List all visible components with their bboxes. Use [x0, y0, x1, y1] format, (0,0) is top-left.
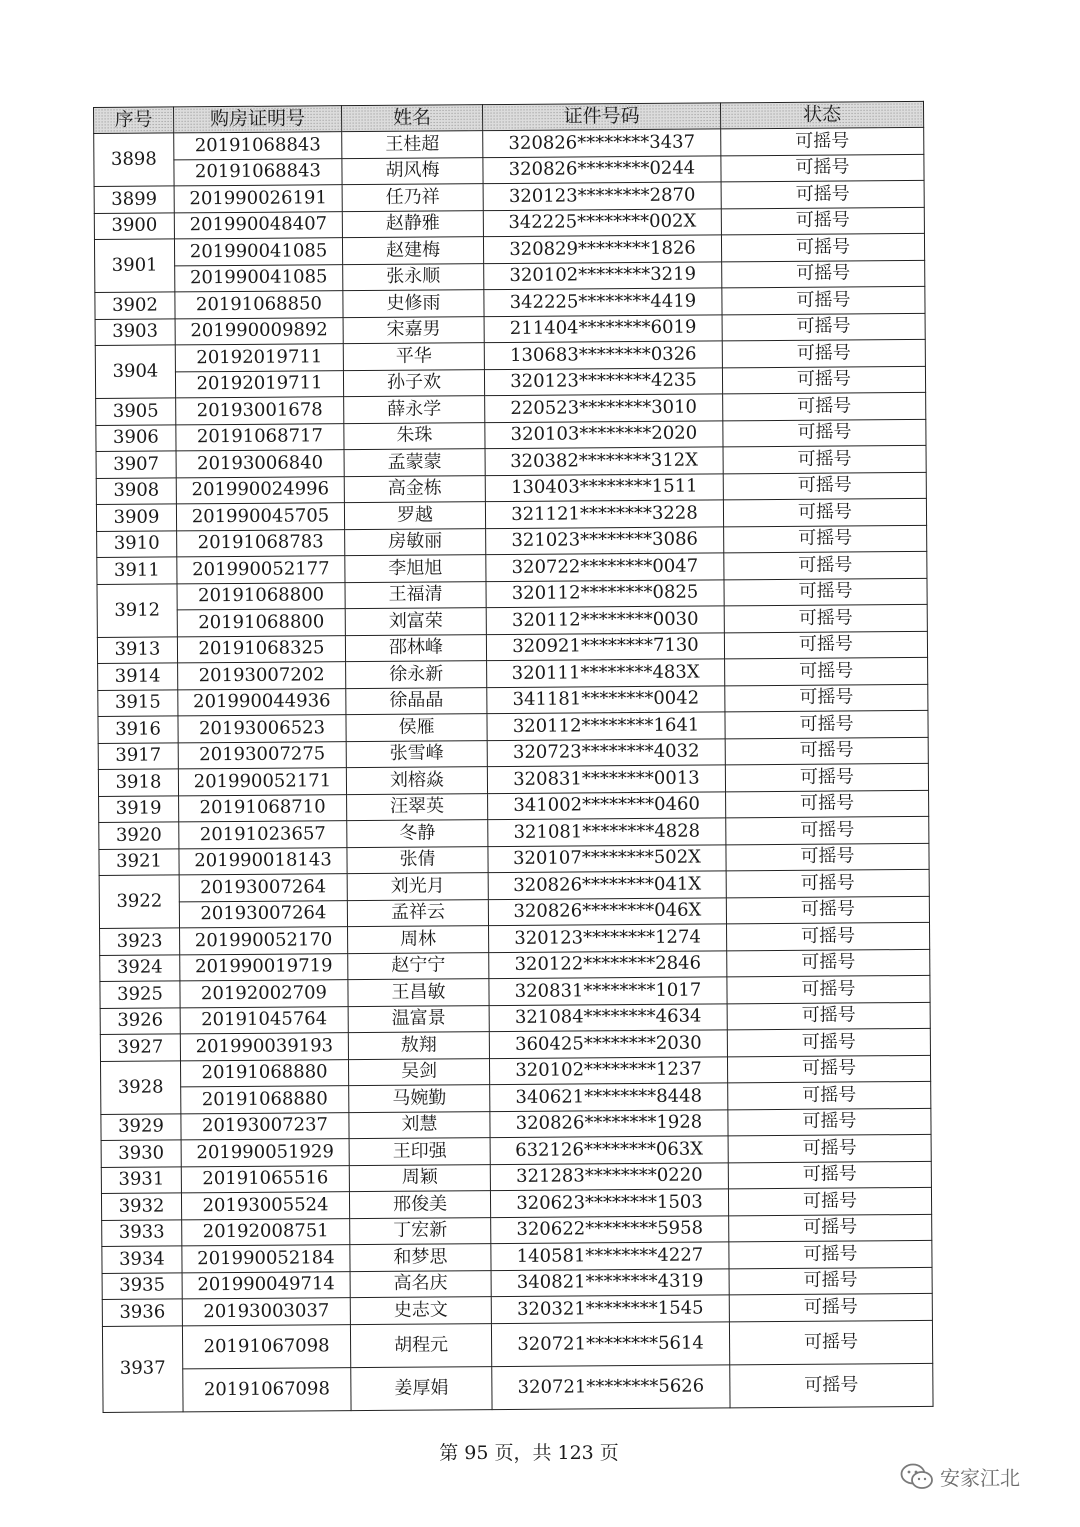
status-cell: 可摇号 — [722, 366, 925, 394]
certificate-cell: 20191068717 — [176, 423, 344, 451]
seq-cell: 3914 — [98, 663, 178, 690]
id-number-cell: 340621********8448 — [490, 1083, 728, 1111]
name-cell: 刘榕焱 — [346, 767, 487, 795]
certificate-cell: 20193007275 — [178, 741, 346, 769]
seq-cell: 3903 — [95, 318, 175, 345]
certificate-cell: 201990009892 — [175, 317, 343, 345]
table-row — [102, 1320, 932, 1369]
seq-cell: 3917 — [98, 742, 178, 769]
certificate-cell: 20191045764 — [180, 1006, 348, 1034]
status-cell: 可摇号 — [724, 525, 927, 553]
seq-cell: 3926 — [100, 1007, 180, 1034]
status-cell: 可摇号 — [724, 578, 927, 606]
seq-cell: 3908 — [96, 477, 176, 504]
seq-cell: 3899 — [94, 186, 174, 213]
certificate-cell: 201990048407 — [174, 211, 342, 239]
seq-cell: 3933 — [102, 1219, 182, 1246]
status-cell: 可摇号 — [729, 1293, 932, 1321]
name-cell: 胡程元 — [350, 1323, 491, 1367]
id-number-cell: 340821********4319 — [491, 1268, 729, 1296]
seq-cell: 3898 — [94, 133, 174, 187]
certificate-cell: 20193005524 — [181, 1192, 349, 1220]
status-cell: 可摇号 — [721, 207, 924, 235]
name-cell: 赵宁宁 — [348, 952, 489, 980]
certificate-cell: 201990052177 — [177, 556, 345, 584]
id-number-cell: 320123********4235 — [484, 367, 722, 395]
id-number-cell: 320831********1017 — [489, 977, 727, 1005]
certificate-cell: 20193007264 — [179, 900, 347, 928]
name-cell: 张雪峰 — [346, 740, 487, 768]
id-number-cell: 320111********483X — [487, 659, 725, 687]
certificate-cell: 20193007237 — [181, 1112, 349, 1140]
status-cell: 可摇号 — [721, 127, 924, 155]
id-number-cell: 320123********2870 — [483, 182, 721, 210]
name-cell: 王昌敏 — [348, 979, 489, 1007]
status-cell: 可摇号 — [727, 1055, 930, 1083]
status-cell: 可摇号 — [722, 286, 925, 314]
name-cell: 周颖 — [349, 1164, 490, 1192]
status-cell: 可摇号 — [728, 1081, 931, 1109]
id-number-cell: 320623********1503 — [490, 1189, 728, 1217]
certificate-cell: 201990039193 — [180, 1033, 348, 1061]
name-cell: 王印强 — [349, 1138, 490, 1166]
certificate-cell: 20191068783 — [177, 529, 345, 557]
certificate-cell: 201990052184 — [182, 1245, 350, 1273]
name-cell: 孟祥云 — [347, 899, 488, 927]
certificate-cell: 20191068325 — [177, 635, 345, 663]
name-cell: 李旭旭 — [345, 555, 486, 583]
id-number-cell: 320321********1545 — [491, 1295, 729, 1323]
certificate-cell: 20191067098 — [182, 1324, 350, 1368]
name-cell: 张永顺 — [343, 263, 484, 291]
status-cell: 可摇号 — [722, 313, 925, 341]
id-number-cell: 320831********0013 — [487, 765, 725, 793]
seq-cell: 3921 — [99, 848, 179, 875]
name-cell: 和梦思 — [350, 1244, 491, 1272]
name-cell: 罗越 — [344, 502, 485, 530]
id-number-cell: 320722********0047 — [486, 553, 724, 581]
seq-cell: 3916 — [98, 716, 178, 743]
seq-cell: 3927 — [100, 1034, 180, 1061]
seq-cell: 3935 — [102, 1272, 182, 1299]
certificate-cell: 201990026191 — [174, 185, 342, 213]
name-cell: 孟蒙蒙 — [344, 449, 485, 477]
status-cell: 可摇号 — [726, 816, 929, 844]
certificate-cell: 201990049714 — [182, 1271, 350, 1299]
id-number-cell: 321081********4828 — [488, 818, 726, 846]
name-cell: 邵林峰 — [345, 634, 486, 662]
seq-cell: 3902 — [95, 292, 175, 319]
id-number-cell: 360425********2030 — [489, 1030, 727, 1058]
seq-cell: 3920 — [99, 822, 179, 849]
id-number-cell: 341181********0042 — [487, 685, 725, 713]
status-cell: 可摇号 — [728, 1161, 931, 1189]
seq-cell: 3910 — [97, 530, 177, 557]
id-number-cell: 320123********1274 — [489, 924, 727, 952]
id-number-cell: 321283********0220 — [490, 1162, 728, 1190]
name-cell: 平华 — [343, 343, 484, 371]
status-cell: 可摇号 — [723, 392, 926, 420]
header-seq: 序号 — [94, 107, 174, 134]
seq-cell: 3913 — [97, 636, 177, 663]
id-number-cell: 320622********5958 — [491, 1215, 729, 1243]
certificate-cell: 20191068880 — [181, 1086, 349, 1114]
certificate-cell: 20191068850 — [175, 291, 343, 319]
id-number-cell: 342225********4419 — [484, 288, 722, 316]
name-cell: 刘慧 — [349, 1111, 490, 1139]
id-number-cell: 320826********1928 — [490, 1109, 728, 1137]
id-number-cell: 320826********041X — [488, 871, 726, 899]
status-cell: 可摇号 — [725, 657, 928, 685]
seq-cell: 3924 — [100, 954, 180, 981]
seq-cell: 3922 — [99, 875, 179, 929]
name-cell: 徐永新 — [346, 661, 487, 689]
certificate-cell: 20193006523 — [178, 715, 346, 743]
certificate-cell: 201990052170 — [180, 927, 348, 955]
certificate-cell: 201990018143 — [179, 847, 347, 875]
certificate-cell: 20193007202 — [178, 662, 346, 690]
certificate-cell: 20191065516 — [181, 1165, 349, 1193]
seq-cell: 3907 — [96, 451, 176, 478]
id-number-cell: 320382********312X — [485, 447, 723, 475]
wechat-icon — [900, 1463, 934, 1491]
status-cell: 可摇号 — [721, 233, 924, 261]
certificate-cell: 20193001678 — [176, 397, 344, 425]
name-cell: 周林 — [348, 926, 489, 954]
status-cell: 可摇号 — [724, 631, 927, 659]
status-cell: 可摇号 — [723, 445, 926, 473]
id-number-cell: 130403********1511 — [485, 473, 723, 501]
status-cell: 可摇号 — [729, 1320, 932, 1364]
seq-cell: 3934 — [102, 1246, 182, 1273]
id-number-cell: 320107********502X — [488, 844, 726, 872]
seq-cell: 3919 — [99, 795, 179, 822]
name-cell: 胡风梅 — [342, 157, 483, 185]
id-number-cell: 342225********002X — [483, 208, 721, 236]
id-number-cell: 130683********0326 — [484, 341, 722, 369]
certificate-cell: 20192019711 — [175, 370, 343, 398]
certificate-cell: 20192019711 — [175, 344, 343, 372]
id-number-cell: 320112********0030 — [486, 606, 724, 634]
certificate-cell: 20193006840 — [176, 450, 344, 478]
id-number-cell: 320921********7130 — [486, 632, 724, 660]
certificate-cell: 20191023657 — [179, 821, 347, 849]
seq-cell: 3931 — [101, 1166, 181, 1193]
certificate-cell: 201990041085 — [175, 264, 343, 292]
id-number-cell: 320721********5614 — [491, 1321, 729, 1366]
certificate-cell: 201990051929 — [181, 1139, 349, 1167]
name-cell: 马婉勤 — [349, 1085, 490, 1113]
id-number-cell: 320102********1237 — [489, 1056, 727, 1084]
id-number-cell: 320723********4032 — [487, 738, 725, 766]
status-cell: 可摇号 — [723, 472, 926, 500]
certificate-cell: 20192002709 — [180, 980, 348, 1008]
name-cell: 丁宏新 — [350, 1217, 491, 1245]
name-cell: 任乃祥 — [342, 184, 483, 212]
seq-cell: 3909 — [96, 504, 176, 531]
status-cell: 可摇号 — [725, 684, 928, 712]
id-number-cell: 320102********3219 — [484, 261, 722, 289]
certificate-cell: 201990024996 — [176, 476, 344, 504]
status-cell: 可摇号 — [730, 1363, 933, 1407]
seq-cell: 3900 — [94, 212, 174, 239]
status-cell: 可摇号 — [726, 869, 929, 897]
certificate-cell: 20191068843 — [174, 132, 342, 160]
seq-cell: 3928 — [100, 1060, 180, 1114]
seq-cell: 3925 — [100, 981, 180, 1008]
status-cell: 可摇号 — [726, 843, 929, 871]
certificate-cell: 201990045705 — [176, 503, 344, 531]
status-cell: 可摇号 — [729, 1214, 932, 1242]
name-cell: 邢俊美 — [349, 1191, 490, 1219]
name-cell: 张倩 — [347, 846, 488, 874]
name-cell: 赵建梅 — [342, 237, 483, 265]
certificate-cell: 20191068843 — [174, 158, 342, 186]
name-cell: 温富景 — [348, 1005, 489, 1033]
certificate-cell: 20191068880 — [180, 1059, 348, 1087]
seq-cell: 3923 — [100, 928, 180, 955]
id-number-cell: 632126********063X — [490, 1136, 728, 1164]
status-cell: 可摇号 — [725, 710, 928, 738]
id-number-cell: 321121********3228 — [485, 500, 723, 528]
seq-cell: 3929 — [101, 1113, 181, 1140]
certificate-cell: 20193007264 — [179, 874, 347, 902]
name-cell: 汪翠英 — [347, 793, 488, 821]
header-status: 状态 — [720, 101, 923, 128]
status-cell: 可摇号 — [729, 1240, 932, 1268]
id-number-cell: 320826********046X — [488, 897, 726, 925]
status-cell: 可摇号 — [726, 790, 929, 818]
status-cell: 可摇号 — [729, 1267, 932, 1295]
name-cell: 朱珠 — [344, 422, 485, 450]
seq-cell: 3936 — [102, 1299, 182, 1326]
seq-cell: 3911 — [97, 557, 177, 584]
name-cell: 徐晶晶 — [346, 687, 487, 715]
name-cell: 冬静 — [347, 820, 488, 848]
seq-cell: 3912 — [97, 583, 177, 637]
id-number-cell: 321023********3086 — [486, 526, 724, 554]
status-cell: 可摇号 — [728, 1187, 931, 1215]
certificate-cell: 201990052171 — [178, 768, 346, 796]
status-cell: 可摇号 — [727, 922, 930, 950]
status-cell: 可摇号 — [723, 419, 926, 447]
status-cell: 可摇号 — [727, 1028, 930, 1056]
watermark-text: 安家江北 — [940, 1466, 1020, 1490]
status-cell: 可摇号 — [725, 737, 928, 765]
name-cell: 王福清 — [345, 581, 486, 609]
id-number-cell: 211404********6019 — [484, 314, 722, 342]
name-cell: 房敏丽 — [345, 528, 486, 556]
status-cell: 可摇号 — [722, 339, 925, 367]
id-number-cell: 320122********2846 — [489, 950, 727, 978]
status-cell: 可摇号 — [721, 154, 924, 182]
status-cell: 可摇号 — [721, 180, 924, 208]
seq-cell: 3905 — [96, 398, 176, 425]
name-cell: 宋嘉男 — [343, 316, 484, 344]
header-certificate: 购房证明号 — [174, 106, 342, 133]
certificate-cell: 20192008751 — [182, 1218, 350, 1246]
status-cell: 可摇号 — [726, 896, 929, 924]
page-footer: 第 95 页，共 123 页 — [439, 1442, 619, 1464]
status-cell: 可摇号 — [723, 498, 926, 526]
id-number-cell: 320829********1826 — [483, 235, 721, 263]
certificate-cell: 201990044936 — [178, 688, 346, 716]
id-number-cell: 140581********4227 — [491, 1242, 729, 1270]
seq-cell: 3901 — [94, 239, 174, 293]
seq-cell: 3918 — [98, 769, 178, 796]
id-number-cell: 320103********2020 — [485, 420, 723, 448]
status-cell: 可摇号 — [727, 975, 930, 1003]
table-row — [103, 1363, 933, 1412]
id-number-cell: 320826********0244 — [483, 155, 721, 183]
name-cell: 薛永学 — [344, 396, 485, 424]
status-cell: 可摇号 — [727, 1002, 930, 1030]
name-cell: 高名庆 — [350, 1270, 491, 1298]
status-cell: 可摇号 — [727, 949, 930, 977]
id-number-cell: 320826********3437 — [483, 129, 721, 157]
id-number-cell: 320721********5626 — [492, 1364, 730, 1409]
id-number-cell: 220523********3010 — [485, 394, 723, 422]
seq-cell: 3906 — [96, 424, 176, 451]
seq-cell: 3930 — [101, 1140, 181, 1167]
certificate-cell: 201990019719 — [180, 953, 348, 981]
status-cell: 可摇号 — [725, 763, 928, 791]
table-body — [94, 127, 933, 1412]
name-cell: 高金栋 — [344, 475, 485, 503]
header-name: 姓名 — [341, 105, 482, 132]
status-cell: 可摇号 — [728, 1134, 931, 1162]
name-cell: 孙子欢 — [343, 369, 484, 397]
seq-cell: 3904 — [95, 345, 175, 399]
watermark — [900, 1462, 1020, 1491]
status-cell: 可摇号 — [728, 1108, 931, 1136]
certificate-cell: 20191067098 — [183, 1367, 351, 1411]
id-number-cell: 320112********1641 — [487, 712, 725, 740]
certificate-cell: 20191068800 — [177, 609, 345, 637]
applicant-table — [93, 101, 934, 1413]
certificate-cell: 20191068710 — [179, 794, 347, 822]
name-cell: 姜厚娟 — [351, 1366, 492, 1410]
status-cell: 可摇号 — [724, 551, 927, 579]
certificate-cell: 20191068800 — [177, 582, 345, 610]
status-cell: 可摇号 — [722, 260, 925, 288]
name-cell: 王桂超 — [342, 131, 483, 159]
name-cell: 史志文 — [350, 1297, 491, 1325]
name-cell: 敖翔 — [348, 1032, 489, 1060]
certificate-cell: 201990041085 — [174, 238, 342, 266]
header-id-number: 证件号码 — [482, 103, 720, 131]
seq-cell: 3915 — [98, 689, 178, 716]
name-cell: 史修雨 — [343, 290, 484, 318]
seq-cell: 3937 — [102, 1325, 183, 1412]
status-cell: 可摇号 — [724, 604, 927, 632]
id-number-cell: 321084********4634 — [489, 1003, 727, 1031]
seq-cell: 3932 — [101, 1193, 181, 1220]
name-cell: 吴剑 — [348, 1058, 489, 1086]
name-cell: 侯雁 — [346, 714, 487, 742]
name-cell: 赵静雅 — [342, 210, 483, 238]
id-number-cell: 320112********0825 — [486, 579, 724, 607]
id-number-cell: 341002********0460 — [488, 791, 726, 819]
name-cell: 刘光月 — [347, 873, 488, 901]
name-cell: 刘富荣 — [345, 608, 486, 636]
certificate-cell: 20193003037 — [182, 1298, 350, 1326]
